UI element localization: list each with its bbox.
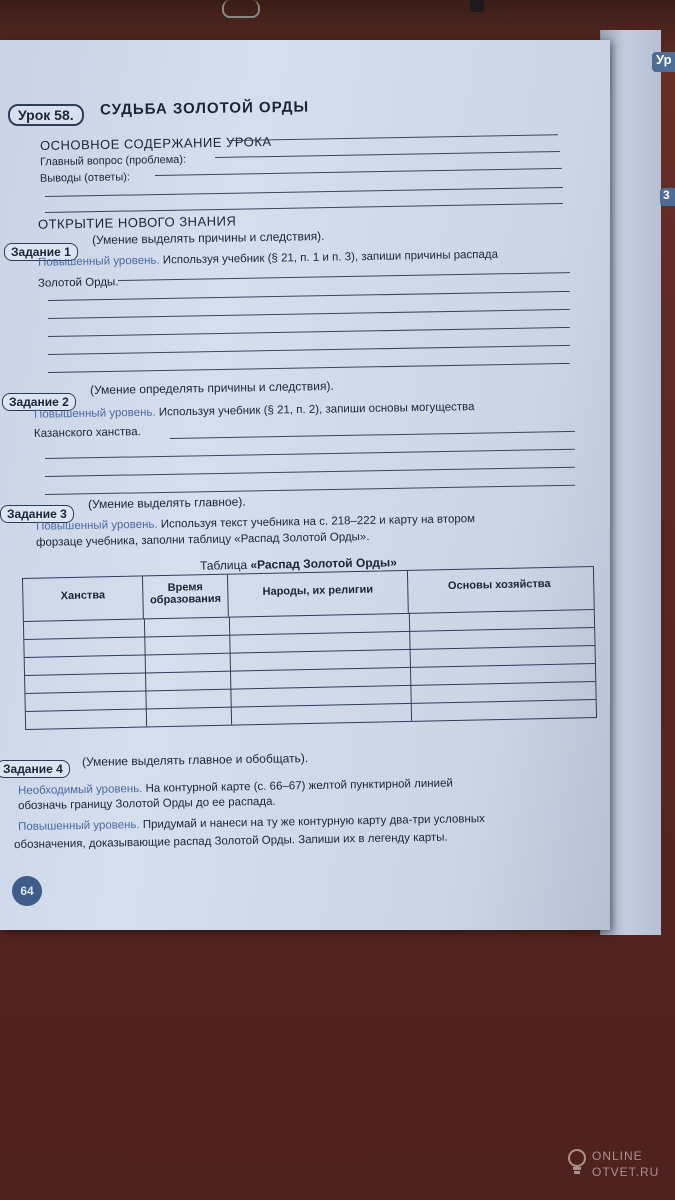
col-header-economy: Основы хозяйства [447,577,551,593]
task-3-skill: (Умение выделять главное). [87,494,246,512]
task-1-text-continued: Золотой Орды. [37,276,119,290]
task-1-skill: (Умение выделять причины и следствия). [91,228,325,248]
task-3-tag: Задание 3 [0,505,74,523]
paperclip [222,0,260,18]
table-row-divider [25,645,595,658]
watermark-line-2: OTVET.RU [592,1165,660,1179]
lesson-number-tag: Урок 58. [8,104,84,126]
task-4-text-2: Придумай и нанеси на ту же контурную карту два-три условных [142,813,485,831]
task-3-text: Используя текст учебника на с. 218–222 и карту на втором [160,513,476,531]
task-4-text-1-continued: обозначь границу Золотой Орды до ее распада. [17,795,276,813]
task-2-skill: (Умение определять причины и следствия). [89,378,334,398]
task-1-tag: Задание 1 [4,243,78,261]
task-3-level: Повышенный уровень. [35,518,158,533]
task-2-level: Повышенный уровень. [33,406,156,421]
task-1-level: Повышенный уровень. [37,254,160,269]
table-row-divider [26,699,596,712]
section-heading-main-content: ОСНОВНОЕ СОДЕРЖАНИЕ УРОКА [39,133,272,154]
lesson-title: СУДЬБА ЗОЛОТОЙ ОРДЫ [99,98,310,119]
task-4-text-2-continued: обозначения, доказывающие распад Золотой Орды. Запиши их в легенду карты. [13,831,448,852]
task-4-text-1: На контурной карте (с. 66–67) желтой пунктирной линией [145,777,453,795]
table-caption-title: «Распад Золотой Орды» [250,555,397,572]
main-question-label: Главный вопрос (проблема): [39,153,187,169]
table-row-divider [25,663,595,676]
watermark-line-1: ONLINE [592,1149,643,1163]
lightbulb-icon [566,1148,588,1178]
right-page-task-tab: 3 [660,188,675,206]
task-3-text-continued: форзаце учебника, заполни таблицу «Распад Золотой Орды». [35,531,370,549]
task-1-text: Используя учебник (§ 21, п. 1 и п. 3), запиши причины распада [162,248,499,267]
right-page-lesson-tab: Ур [652,52,675,72]
task-4-level-required: Необходимый уровень. [17,782,143,798]
table-row-divider [25,681,595,694]
khanates-table [22,566,597,730]
task-4-level-advanced: Повышенный уровень. [17,819,140,834]
col-header-khanates: Ханства [23,576,144,621]
pen-cap [470,0,484,12]
task-4-tag: Задание 4 [0,760,70,778]
task-2-text-continued: Казанского ханства. [33,426,141,440]
page-number: 64 [12,876,42,906]
task-2-tag: Задание 2 [2,393,76,411]
section-heading-new-knowledge: ОТКРЫТИЕ НОВОГО ЗНАНИЯ [37,213,237,232]
table-caption-prefix: Таблица [199,557,248,573]
col-header-founded: Время образования [143,575,229,619]
col-header-peoples: Народы, их религии [228,571,409,617]
watermark-text [592,1148,659,1180]
task-4-skill: (Умение выделять главное и обобщать). [81,751,309,769]
conclusions-label: Выводы (ответы): [39,171,131,185]
table-row-divider [24,627,594,640]
task-2-text: Используя учебник (§ 21, п. 2), запиши основы могущества [158,401,475,419]
